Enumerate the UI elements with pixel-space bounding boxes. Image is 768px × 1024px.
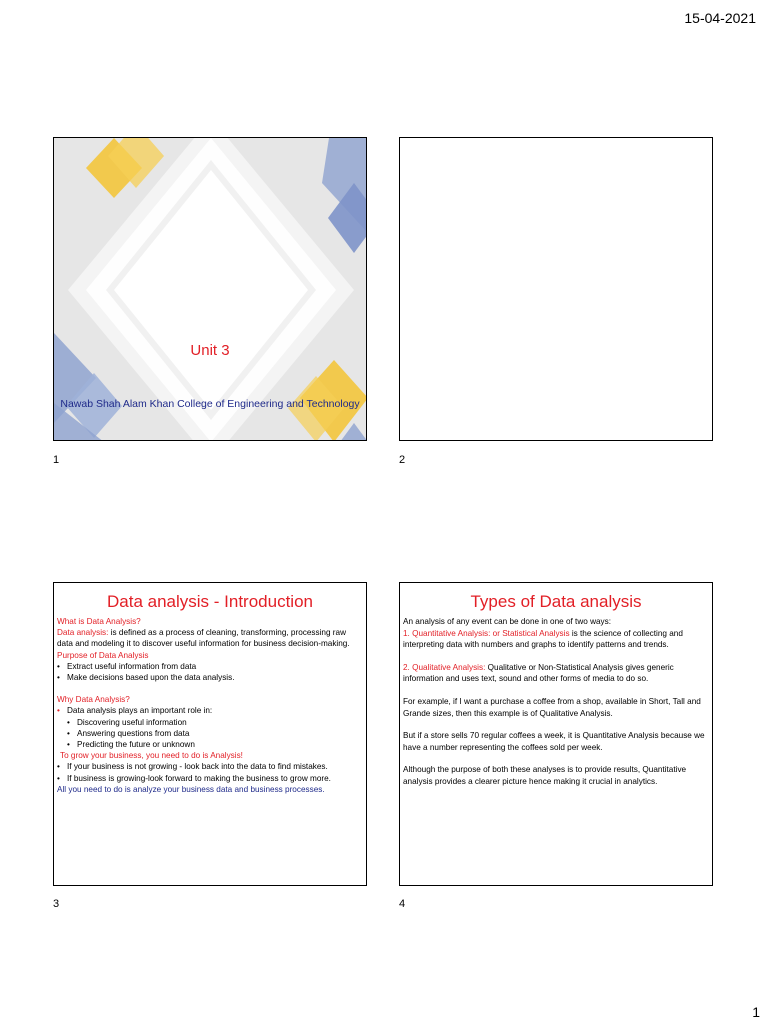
slide-title: Unit 3 bbox=[190, 342, 230, 359]
slide-3-introduction bbox=[53, 582, 367, 886]
cover-background bbox=[54, 138, 366, 440]
conclusion-paragraph: Although the purpose of both these analyses is to provide results, Quantitative analysis provides a clearer picture hence making it crucial in analytics. bbox=[403, 765, 687, 786]
cover-decoration bbox=[54, 138, 367, 441]
definition-text: is defined as a process of cleaning, transforming, processing raw data and modeling it to discover useful information for business decision-making. bbox=[57, 628, 350, 649]
quantitative-label: 1. Quantitative Analysis: or Statistical Analysis bbox=[403, 628, 570, 638]
qualitative-label: 2. Qualitative Analysis: bbox=[403, 662, 486, 672]
slide-number: 3 bbox=[53, 898, 60, 910]
list-item: • If your business is not growing - look back into the data to find mistakes. bbox=[57, 762, 328, 772]
slide-title: Types of Data analysis bbox=[470, 592, 642, 611]
question-heading: What is Data Analysis? bbox=[57, 617, 141, 626]
definition-label: Data analysis: bbox=[57, 628, 109, 638]
slide-4-types bbox=[399, 582, 713, 886]
list-item: • Discovering useful information bbox=[67, 717, 187, 727]
grow-heading: To grow your business, you need to do is Analysis! bbox=[60, 751, 243, 761]
quantitative-example-paragraph: But if a store sells 70 regular coffees a week, it is Quantitative Analysis because we have a number representing the coffees sold per week. bbox=[403, 731, 705, 752]
qualitative-paragraph: 2. Qualitative Analysis: Qualitative or Non-Statistical Analysis gives generic information and uses text, sound and other forms of media to do so. bbox=[403, 662, 674, 684]
slide-number: 4 bbox=[399, 898, 406, 910]
page-number: 1 bbox=[752, 1004, 760, 1020]
slide-title: Data analysis - Introduction bbox=[107, 592, 313, 611]
closing-line: All you need to do is analyze your business data and business processes. bbox=[57, 784, 325, 794]
quantitative-paragraph: 1. Quantitative Analysis: or Statistical Analysis is the science of collecting and interpreting data with numbers and graphs to identify patterns and trends. bbox=[403, 628, 683, 650]
why-heading: Why Data Analysis? bbox=[57, 695, 130, 705]
slide-body bbox=[400, 616, 712, 788]
document-date: 15-04-2021 bbox=[684, 10, 756, 26]
purpose-heading: Purpose of Data Analysis bbox=[57, 650, 149, 660]
example-paragraph: For example, if I want a purchase a coffee from a shop, available in Short, Tall and Grande sizes, then this example is of Qualitative Analysis. bbox=[403, 696, 701, 718]
slide-2-blank bbox=[399, 137, 713, 441]
intro-paragraph: An analysis of any event can be done in one of two ways: bbox=[403, 617, 612, 626]
list-item: • Predicting the future or unknown bbox=[67, 740, 195, 750]
slide-body bbox=[54, 616, 366, 795]
list-item: • Data analysis plays an important role in: bbox=[57, 706, 213, 716]
slide-number: 1 bbox=[53, 454, 60, 466]
list-item: • If business is growing-look forward to making the business to grow more. bbox=[57, 773, 331, 783]
slide-number: 2 bbox=[399, 454, 406, 466]
college-name: Nawab Shah Alam Khan College of Engineering and Technology bbox=[60, 398, 360, 410]
list-item: • Make decisions based upon the data analysis. bbox=[57, 673, 235, 683]
list-item: • Extract useful information from data bbox=[57, 661, 197, 671]
slide-1-title bbox=[53, 137, 367, 441]
definition-paragraph bbox=[57, 627, 363, 649]
list-item: • Answering questions from data bbox=[67, 728, 190, 738]
